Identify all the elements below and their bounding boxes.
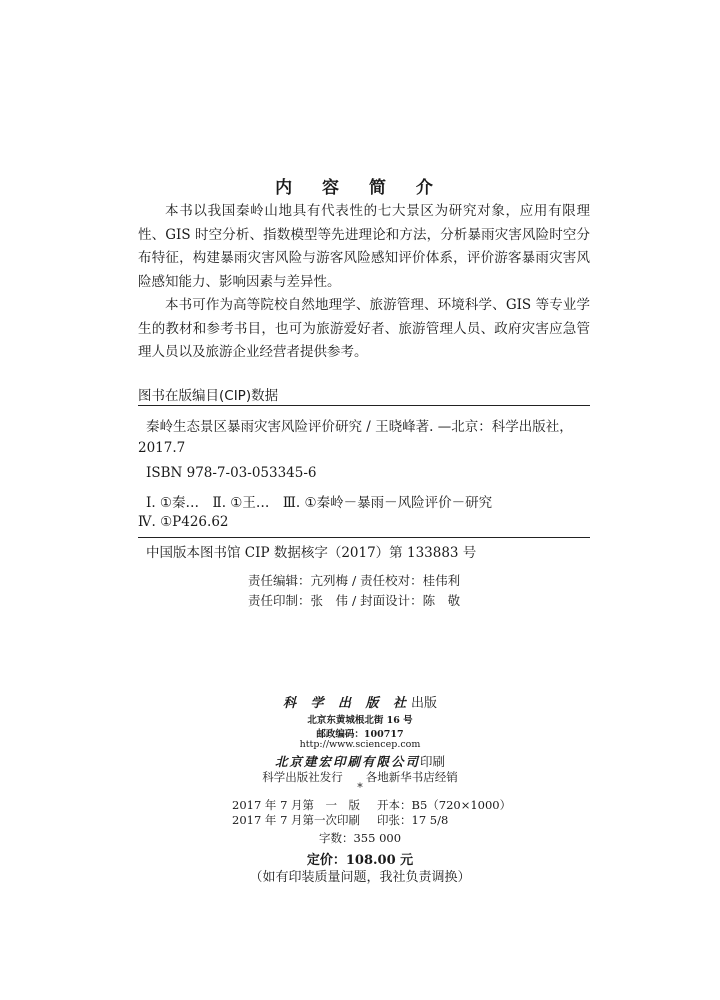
printer-line bbox=[0, 752, 720, 770]
publisher-suffix: 出版 bbox=[411, 696, 438, 711]
cip-record-number: 中国版本图书馆 CIP 数据核字（2017）第 133883 号 bbox=[146, 545, 477, 561]
distribution-line: 科学出版社发行 各地新华书店经销 bbox=[262, 770, 458, 784]
summary-body-2 bbox=[138, 294, 590, 365]
summary-title: 内 容 简 介 bbox=[275, 178, 445, 198]
quality-note: （如有印装质量问题，我社负责调换） bbox=[249, 870, 471, 885]
summary-paragraph: 本书以我国秦岭山地具有代表性的七大景区为研究对象，应用有限理性、GIS 时空分析、指数模型等先进理论和方法，分析暴雨灾害风险时空分布特征，构建暴雨灾害风险与游客风险感知评价体系，评价游客暴雨灾害风险感知能力、影响因素与差异性。 bbox=[138, 203, 590, 290]
cip-top-rule bbox=[138, 405, 590, 406]
publisher-url: http://www.sciencep.com bbox=[299, 739, 421, 750]
publisher-line bbox=[0, 692, 720, 711]
cip-classification-2: Ⅳ. ①P426.62 bbox=[138, 514, 229, 530]
publisher-postcode: 邮政编码：100717 bbox=[316, 729, 404, 740]
editor-credits: 责任编辑：亢列梅 / 责任校对：桂伟利 bbox=[248, 573, 461, 588]
print-date: 2017 年 7 月第一次印刷 bbox=[232, 813, 361, 827]
cip-title-line: 秦岭生态景区暴雨灾害风险评价研究 / 王晓峰著. —北京：科学出版社， bbox=[146, 419, 573, 435]
summary-paragraph: 本书可作为高等院校自然地理学、旅游管理、环境科学、GIS 等专业学生的教材和参考书目，也可为旅游爱好者、旅游管理人员、政府灾害应急管理人员以及旅游企业经营者提供参考。 bbox=[138, 297, 590, 360]
word-count: 字数：355 000 bbox=[318, 831, 402, 845]
separator-star: * bbox=[357, 781, 363, 794]
cip-bottom-rule bbox=[138, 537, 590, 538]
price: 定价：108.00 元 bbox=[306, 853, 414, 868]
format-size: 开本：B5（720×1000） bbox=[377, 798, 512, 812]
printer-suffix: 印刷 bbox=[420, 754, 446, 769]
cip-title-line-2: 2017.7 bbox=[138, 440, 186, 456]
cip-isbn: ISBN 978-7-03-053345-6 bbox=[146, 465, 317, 481]
production-credits: 责任印制：张 伟 / 封面设计：陈 敬 bbox=[248, 593, 461, 608]
publisher-address: 北京东黄城根北街 16 号 bbox=[307, 715, 413, 726]
cip-classification: Ⅰ. ①秦… Ⅱ. ①王… Ⅲ. ①秦岭－暴雨－风险评价－研究 bbox=[146, 495, 493, 511]
publisher-name: 科 学 出 版 社 bbox=[282, 696, 412, 711]
printer-name: 北京建宏印刷有限公司 bbox=[274, 754, 420, 769]
sheet-count: 印张：17 5/8 bbox=[377, 813, 449, 827]
cip-heading: 图书在版编目(CIP)数据 bbox=[138, 388, 279, 404]
summary-body bbox=[138, 200, 590, 294]
edition-date: 2017 年 7 月第 一 版 bbox=[232, 798, 361, 812]
